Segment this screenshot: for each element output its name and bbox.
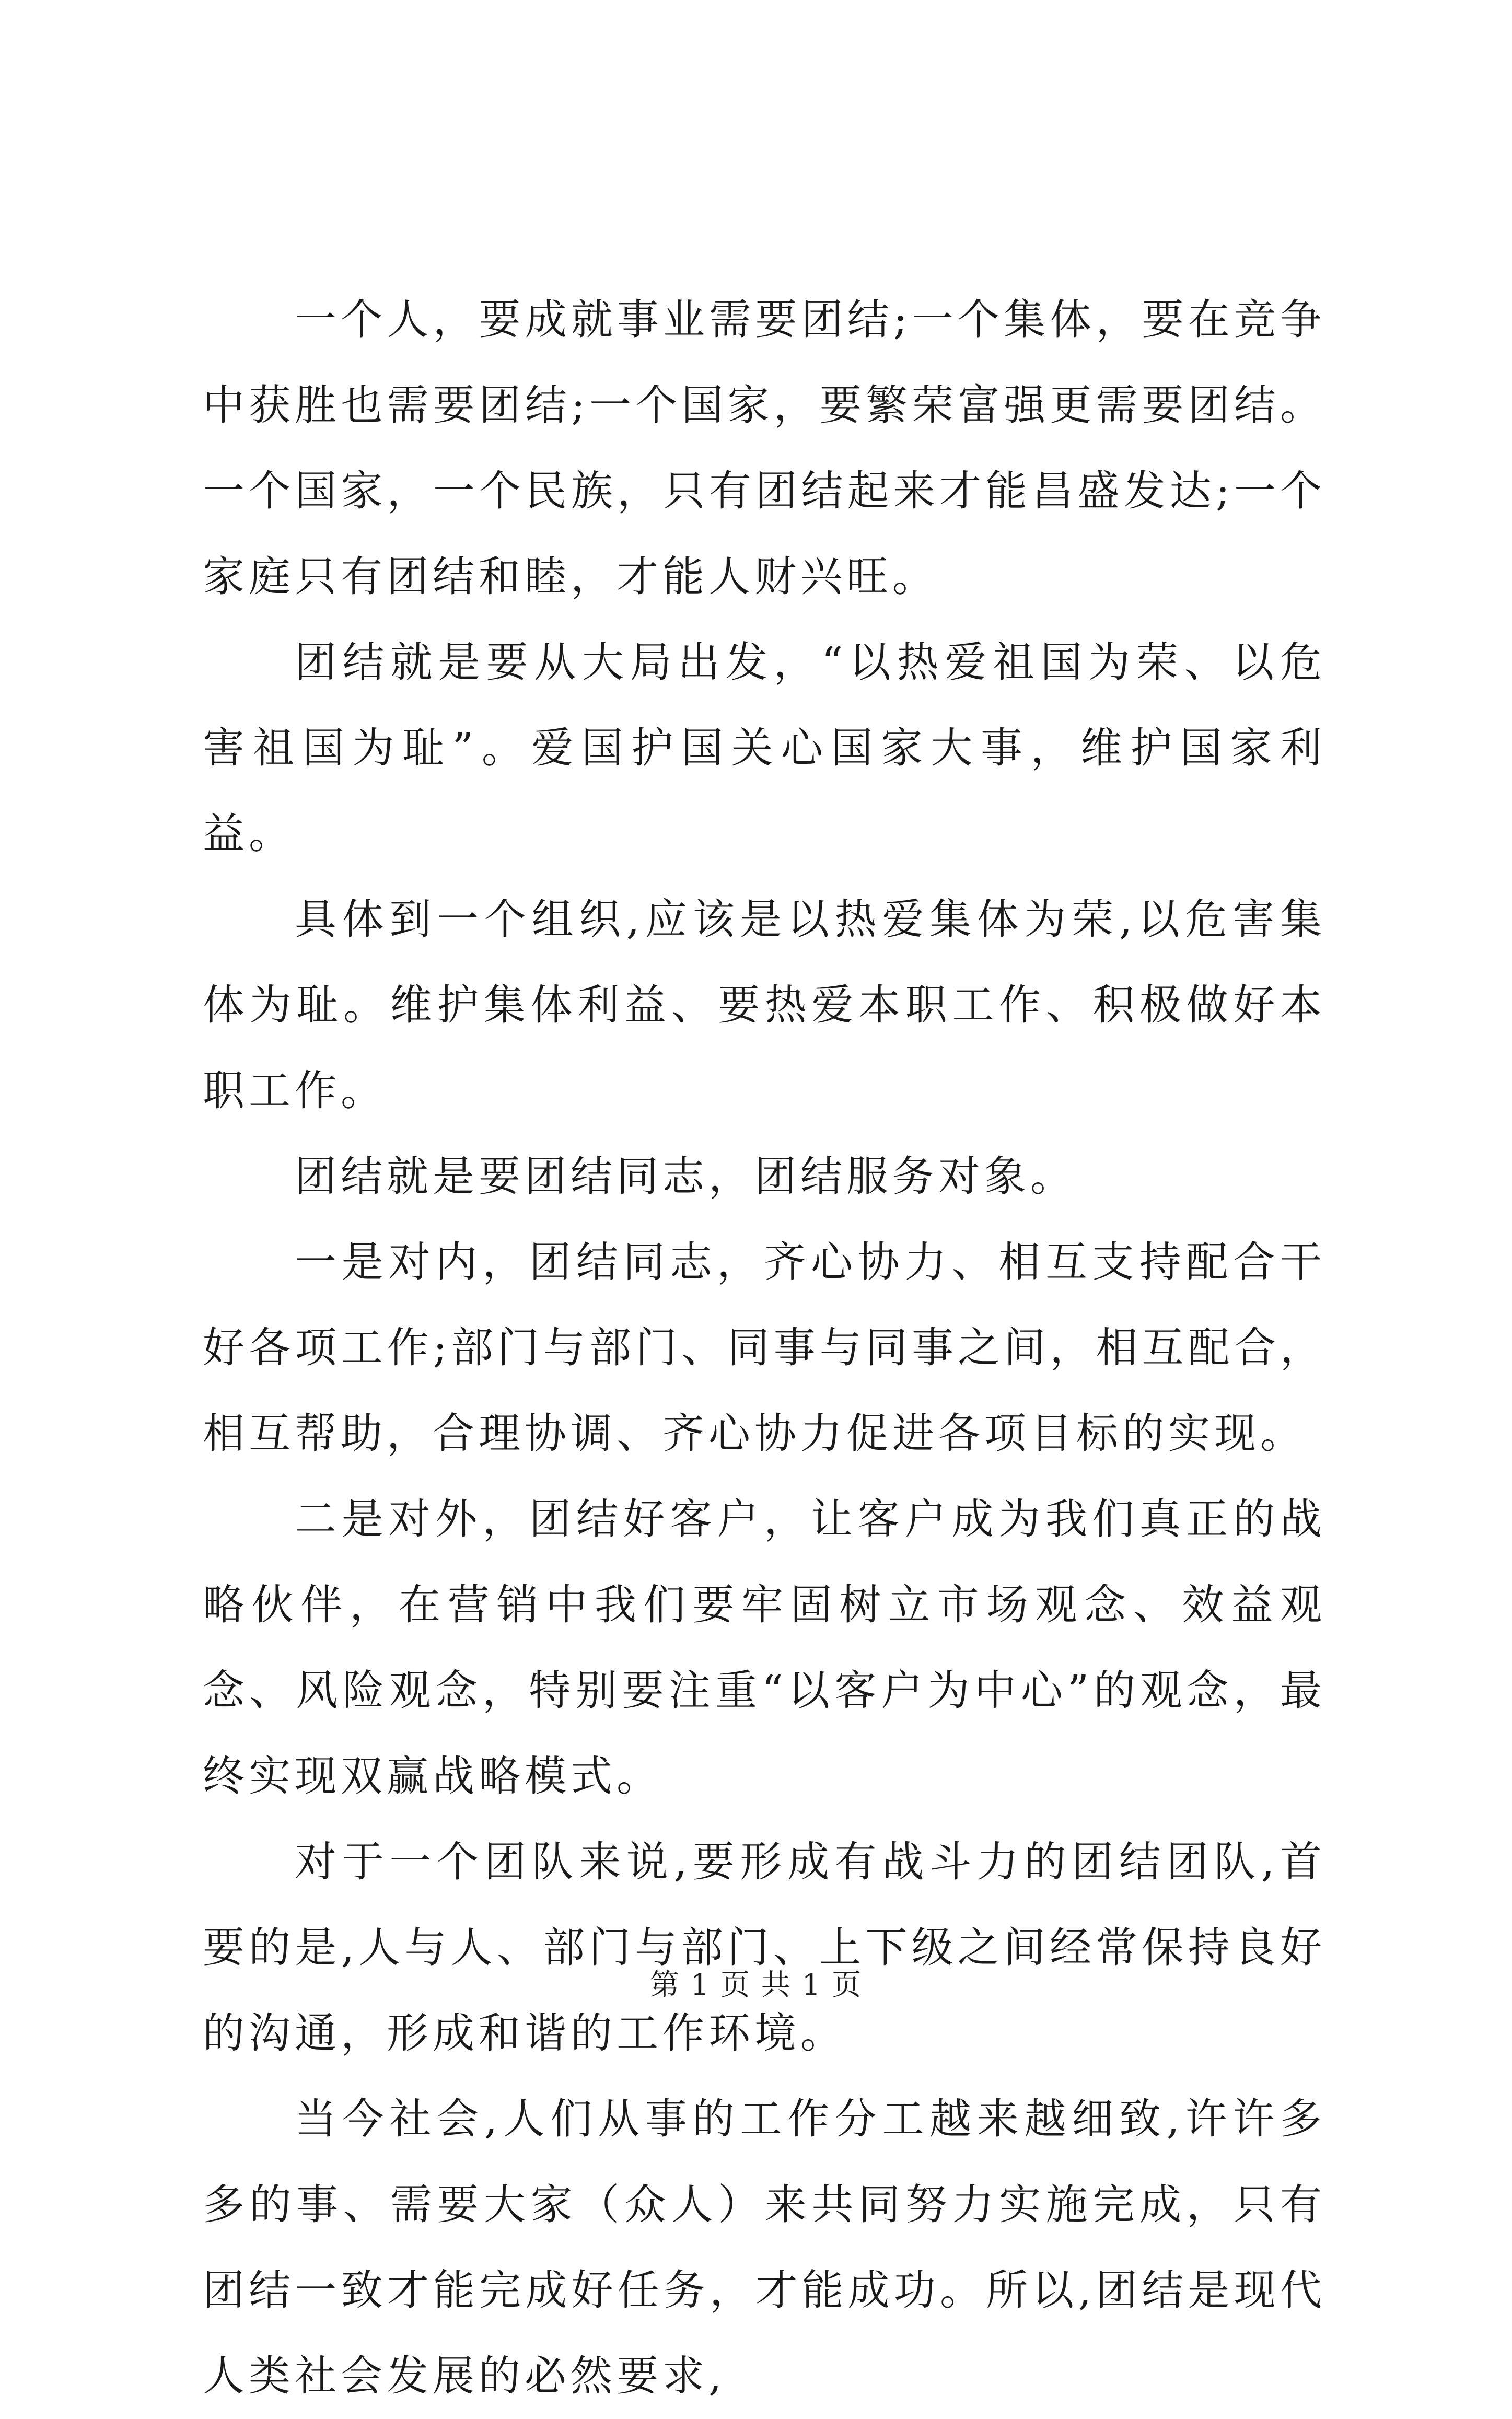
paragraph-7: 对于一个团队来说,要形成有战斗力的团结团队,首要的是,人与人、部门与部门、上下级之间经常保持良好的沟通，形成和谐的工作环境。 <box>203 1837 1326 2057</box>
paragraph-1: 一个人，要成就事业需要团结;一个集体，要在竞争中获胜也需要团结;一个国家，要繁荣富强更需要团结。一个国家，一个民族，只有团结起来才能昌盛发达;一个家庭只有团结和睦，才能人财兴旺。 <box>203 295 1326 601</box>
paragraph-5: 一是对内，团结同志，齐心协力、相互支持配合干好各项工作;部门与部门、同事与同事之间，相互配合，相互帮助，合理协调、齐心协力促进各项目标的实现。 <box>203 1238 1326 1458</box>
document-body <box>203 277 1326 2419</box>
page-footer: 第 1 页 共 1 页 <box>649 1968 863 2002</box>
paragraph-6: 二是对外，团结好客户，让客户成为我们真正的战略伙伴，在营销中我们要牢固树立市场观念、效益观念、风险观念，特别要注重“以客户为中心”的观念，最终实现双赢战略模式。 <box>203 1495 1326 1800</box>
paragraph-8: 当今社会,人们从事的工作分工越来越细致,许许多多的事、需要大家（众人）来共同努力实施完成，只有团结一致才能完成好任务，才能成功。所以,团结是现代人类社会发展的必然要求, <box>203 2095 1326 2400</box>
paragraph-4: 团结就是要团结同志，团结服务对象。 <box>295 1152 1076 1201</box>
paragraph-2: 团结就是要从大局出发，“以热爱祖国为荣、以危害祖国为耻”。爱国护国关心国家大事，维护国家利益。 <box>203 638 1326 858</box>
paragraph-3: 具体到一个组织,应该是以热爱集体为荣,以危害集体为耻。维护集体利益、要热爱本职工作、积极做好本职工作。 <box>203 895 1326 1115</box>
